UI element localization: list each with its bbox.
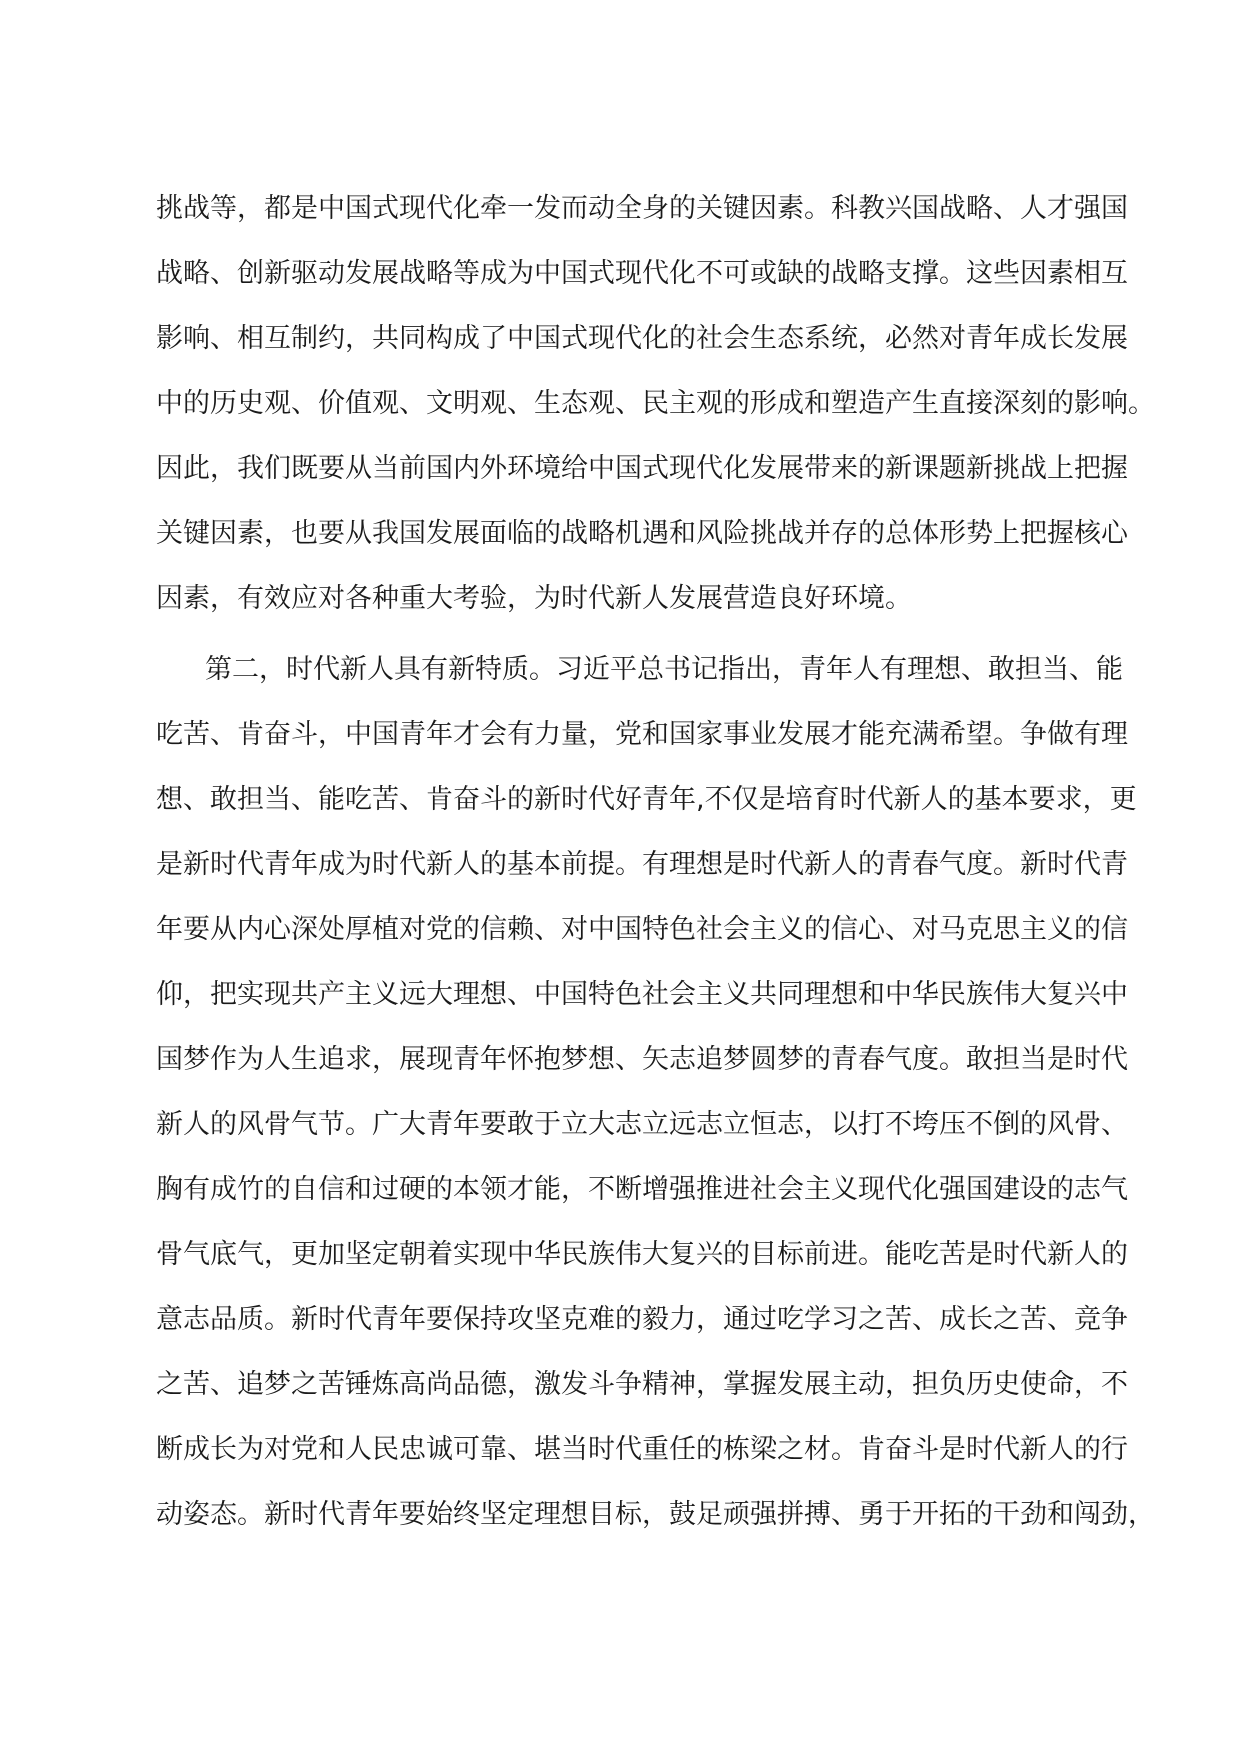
text-line: 想、敢担当、能吃苦、肯奋斗的新时代好青年,不仅是培育时代新人的基本要求，更 (156, 784, 1137, 815)
paragraph-1 (156, 186, 1155, 641)
text-line: 断成长为对党和人民忠诚可靠、堪当时代重任的栋梁之材。肯奋斗是时代新人的行 (156, 1434, 1128, 1465)
text-line: 骨气底气，更加坚定朝着实现中华民族伟大复兴的目标前进。能吃苦是时代新人的 (156, 1239, 1128, 1270)
text-line: 因此，我们既要从当前国内外环境给中国式现代化发展带来的新课题新挑战上把握 (156, 453, 1128, 484)
text-line: 战略、创新驱动发展战略等成为中国式现代化不可或缺的战略支撑。这些因素相互 (156, 258, 1128, 289)
text-line: 因素，有效应对各种重大考验，为时代新人发展营造良好环境。 (156, 583, 912, 614)
text-line: 中的历史观、价值观、文明观、生态观、民主观的形成和塑造产生直接深刻的影响。 (156, 388, 1155, 419)
text-line: 影响、相互制约，共同构成了中国式现代化的社会生态系统，必然对青年成长发展 (156, 323, 1128, 354)
text-line: 是新时代青年成为时代新人的基本前提。有理想是时代新人的青春气度。新时代青 (156, 849, 1128, 880)
text-line: 年要从内心深处厚植对党的信赖、对中国特色社会主义的信心、对马克思主义的信 (156, 914, 1128, 945)
text-line: 第二，时代新人具有新特质。习近平总书记指出，青年人有理想、敢担当、能 (205, 654, 1123, 685)
text-line: 之苦、追梦之苦锤炼高尚品德，激发斗争精神，掌握发展主动，担负历史使命，不 (156, 1369, 1128, 1400)
text-line: 仰，把实现共产主义远大理想、中国特色社会主义共同理想和中华民族伟大复兴中 (156, 979, 1128, 1010)
paragraph-2 (156, 647, 1155, 1557)
text-line: 国梦作为人生追求，展现青年怀抱梦想、矢志追梦圆梦的青春气度。敢担当是时代 (156, 1044, 1128, 1075)
body-text (156, 186, 1155, 1557)
text-line: 吃苦、肯奋斗，中国青年才会有力量，党和国家事业发展才能充满希望。争做有理 (156, 719, 1128, 750)
text-line: 挑战等，都是中国式现代化牵一发而动全身的关键因素。科教兴国战略、人才强国 (156, 193, 1128, 224)
text-line: 关键因素，也要从我国发展面临的战略机遇和风险挑战并存的总体形势上把握核心 (156, 518, 1128, 549)
text-line: 胸有成竹的自信和过硬的本领才能，不断增强推进社会主义现代化强国建设的志气 (156, 1174, 1128, 1205)
text-line: 新人的风骨气节。广大青年要敢于立大志立远志立恒志，以打不垮压不倒的风骨、 (156, 1109, 1128, 1140)
text-line: 意志品质。新时代青年要保持攻坚克难的毅力，通过吃学习之苦、成长之苦、竞争 (156, 1304, 1128, 1335)
text-line: 动姿态。新时代青年要始终坚定理想目标，鼓足顽强拼搏、勇于开拓的干劲和闯劲， (156, 1499, 1155, 1530)
